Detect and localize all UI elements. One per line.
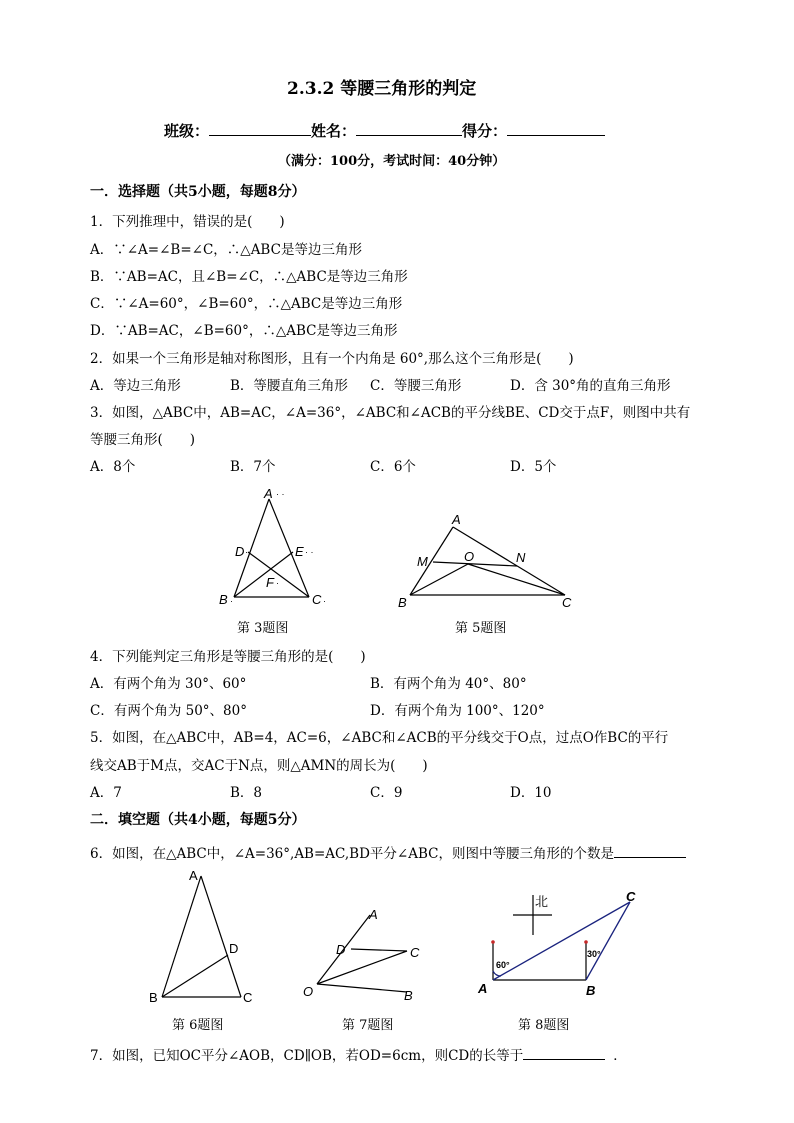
- class-blank[interactable]: [209, 121, 311, 136]
- fig3-dots-b: ·: [230, 596, 233, 606]
- student-info-row: [164, 121, 605, 140]
- fig5-caption: 第 5题图: [455, 621, 507, 636]
- q4-option-b: B．有两个角为 40°、80°: [370, 676, 527, 692]
- q3-option-c: C．6个: [370, 459, 416, 475]
- fig8-caption: 第 8题图: [518, 1018, 570, 1033]
- q7-end: ．: [613, 1048, 627, 1064]
- fig8-dot-a: [491, 940, 495, 944]
- q4-stem: 4．下列能判定三角形是等腰三角形的是( ): [90, 649, 366, 665]
- q2-stem: 2．如果一个三角形是轴对称图形，且有一个内角是 60°,那么这个三角形是( ): [90, 351, 574, 367]
- fig3-dots-c: ·: [323, 596, 326, 606]
- q5-stem-line2: 线交AB于M点，交AC于N点，则△AMN的周长为( ): [90, 758, 428, 774]
- q1-option-d: D．∵AB=AC，∠B=60°，∴△ABC是等边三角形: [90, 323, 398, 339]
- q1-option-a: A．∵∠A=∠B=∠C，∴△ABC是等边三角形: [90, 242, 362, 258]
- fig3-label-f: F: [266, 575, 274, 590]
- fig6-caption: 第 6题图: [172, 1018, 224, 1033]
- figure-7: [295, 900, 430, 1010]
- q4-option-a: A．有两个角为 30°、60°: [90, 676, 247, 692]
- fig3-label-b: B: [219, 592, 228, 607]
- q3-option-a: A．8个: [90, 459, 136, 475]
- q1-stem: 1．下列推理中，错误的是( ): [90, 214, 285, 230]
- q1-option-c: C．∵∠A=60°，∠B=60°，∴△ABC是等边三角形: [90, 296, 403, 312]
- fig8-angle-arc-a: [493, 971, 501, 976]
- fig5-line-co: [468, 564, 565, 595]
- figure-3: [210, 485, 340, 615]
- q7-row: [90, 1045, 627, 1065]
- fig7-segment-dc: [351, 949, 407, 951]
- section2-heading: 二．填空题（共4小题，每题5分）: [90, 812, 306, 828]
- fig5-line-mn: [433, 562, 517, 566]
- figure-5: [395, 505, 585, 615]
- fig3-dots-d: ·: [245, 547, 248, 557]
- fig8-segment-ac: [493, 902, 630, 980]
- section1-heading: 一．选择题（共5小题，每题8分）: [90, 184, 306, 200]
- fig8-label-60: 60°: [496, 960, 510, 970]
- fig8-dot-b: [584, 940, 588, 944]
- fig7-label-a: A: [369, 907, 378, 922]
- fig5-label-b: B: [398, 595, 407, 610]
- exam-info: （满分：100分，考试时间：40分钟）: [278, 154, 506, 169]
- fig6-label-b: B: [149, 990, 158, 1005]
- class-label: 班级：: [164, 122, 210, 140]
- figure-6: [145, 862, 260, 1007]
- name-blank[interactable]: [356, 121, 462, 136]
- q7-answer-blank[interactable]: [523, 1045, 605, 1060]
- fig8-label-30: 30°: [587, 949, 601, 959]
- fig5-label-o: O: [464, 549, 475, 564]
- q4-option-d: D．有两个角为 100°、120°: [370, 703, 545, 719]
- fig3-caption: 第 3题图: [237, 621, 289, 636]
- q6-answer-blank[interactable]: [614, 843, 686, 858]
- fig8-label-a: A: [478, 981, 488, 996]
- q2-option-c: C．等腰三角形: [370, 378, 462, 394]
- fig6-side-ac: [201, 876, 241, 997]
- fig7-caption: 第 7题图: [342, 1018, 394, 1033]
- fig6-label-c: C: [243, 990, 253, 1005]
- fig3-label-e: E: [295, 544, 304, 559]
- fig7-ray-ob: [317, 984, 407, 992]
- q2-option-a: A．等边三角形: [90, 378, 181, 394]
- fig8-label-c: C: [626, 889, 636, 904]
- figure-8: [470, 885, 645, 1000]
- fig6-label-a: A: [189, 868, 198, 883]
- score-blank[interactable]: [507, 121, 605, 136]
- fig5-label-a: A: [452, 512, 461, 527]
- q2-option-d: D．含 30°角的直角三角形: [510, 378, 671, 394]
- fig3-label-a: A: [264, 486, 273, 501]
- q3-stem-line1: 3．如图，△ABC中，AB=AC，∠A=36°，∠ABC和∠ACB的平分线BE、CD交于点F，则图中共有: [90, 405, 691, 421]
- fig6-side-ab: [162, 876, 201, 997]
- fig8-label-north: 北: [535, 894, 549, 909]
- fig7-label-b: B: [404, 988, 413, 1003]
- q3-option-b: B．7个: [230, 459, 276, 475]
- fig6-label-d: D: [229, 941, 239, 956]
- q5-option-b: B．8: [230, 785, 263, 801]
- q6-stem: 6．如图，在△ABC中，∠A=36°,AB=AC,BD平分∠ABC，则图中等腰三角形的个数是: [90, 846, 614, 862]
- fig3-dots-a: · ·: [276, 489, 285, 499]
- fig7-ray-oc: [317, 951, 407, 984]
- q5-option-a: A．7: [90, 785, 122, 801]
- q5-option-d: D．10: [510, 785, 552, 801]
- fig3-dots-e: · ·: [305, 547, 314, 557]
- fig5-label-n: N: [516, 550, 526, 565]
- q1-option-b: B．∵AB=AC，且∠B=∠C，∴△ABC是等边三角形: [90, 269, 408, 285]
- q7-stem: 7．如图，已知OC平分∠AOB，CD∥OB，若OD=6cm，则CD的长等于: [90, 1048, 524, 1064]
- fig5-label-c: C: [562, 595, 572, 610]
- fig5-label-m: M: [417, 554, 428, 569]
- q5-option-c: C．9: [370, 785, 403, 801]
- q3-stem-line2: 等腰三角形( ): [90, 432, 196, 448]
- fig3-dots-f: ·: [276, 578, 279, 588]
- page-title: 2.3.2 等腰三角形的判定: [287, 79, 477, 99]
- fig7-label-o: O: [303, 984, 314, 999]
- q2-option-b: B．等腰直角三角形: [230, 378, 348, 394]
- q3-option-d: D．5个: [510, 459, 557, 475]
- fig3-label-c: C: [312, 592, 322, 607]
- fig3-label-d: D: [235, 544, 245, 559]
- q5-stem-line1: 5．如图，在△ABC中，AB=4，AC=6，∠ABC和∠ACB的平分线交于O点，过点O作BC的平行: [90, 730, 669, 746]
- q4-option-c: C．有两个角为 50°、80°: [90, 703, 247, 719]
- score-label: 得分：: [462, 122, 508, 140]
- name-label: 姓名：: [311, 122, 357, 140]
- fig7-label-c: C: [410, 945, 420, 960]
- fig8-label-b: B: [586, 983, 596, 998]
- fig7-label-d: D: [336, 942, 346, 957]
- fig8-segment-bc: [586, 902, 630, 980]
- fig6-bisector-bd: [162, 955, 228, 997]
- q6-row: [90, 843, 686, 863]
